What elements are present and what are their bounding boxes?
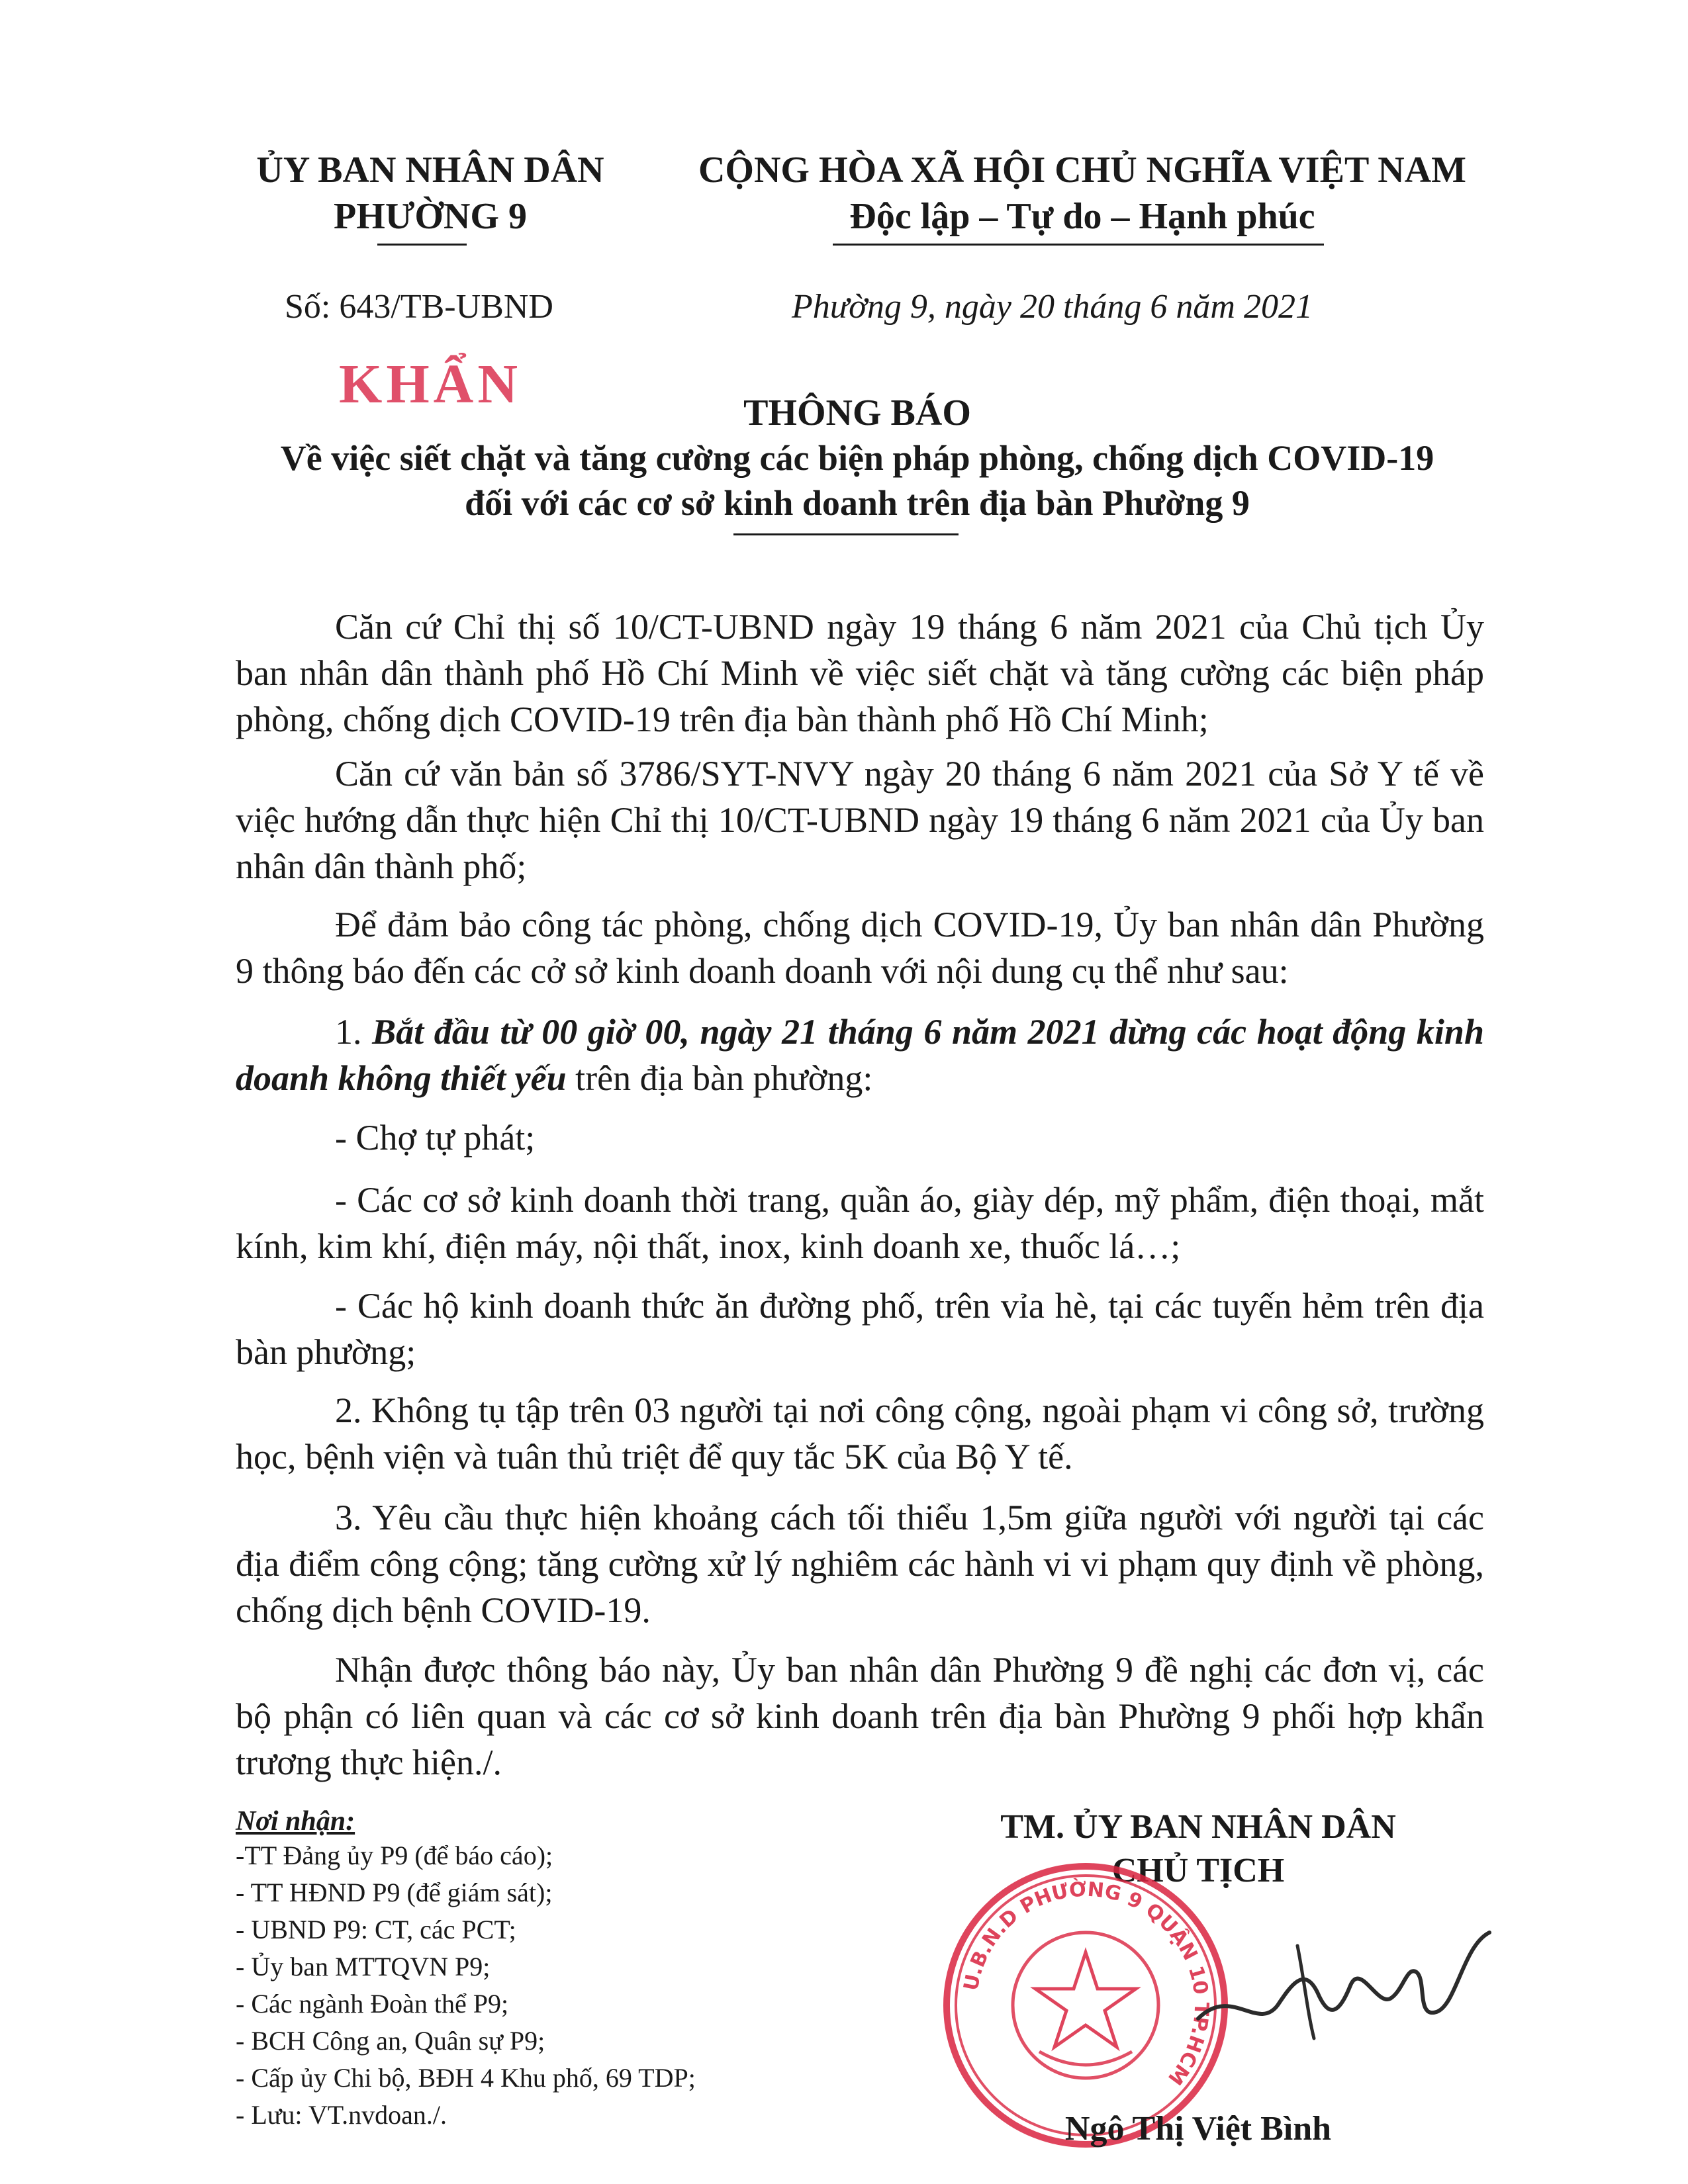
title-sub-2: đối với các cơ sở kinh doanh trên địa bàn Phường 9 bbox=[465, 483, 1250, 523]
item-1-number: 1. bbox=[335, 1012, 373, 1052]
recipient-item: - BCH Công an, Quân sự P9; bbox=[236, 2026, 545, 2056]
signature-line-1: TM. ỦY BAN NHÂN DÂN bbox=[1000, 1808, 1396, 1846]
nation-line-1: CỘNG HÒA XÃ HỘI CHỦ NGHĨA VIỆT NAM bbox=[698, 150, 1467, 191]
title-sub-1: Về việc siết chặt và tăng cường các biện pháp phòng, chống dịch COVID-19 bbox=[280, 438, 1434, 478]
agency-name bbox=[225, 147, 635, 240]
signer-name: Ngô Thị Việt Bình bbox=[1064, 2110, 1332, 2148]
bullet-2: - Các cơ sở kinh doanh thời trang, quần áo, giày dép, mỹ phẩm, điện thoại, mắt kính, kim khí, điện máy, nội thất, inox, kinh doanh xe, thuốc lá…; bbox=[236, 1180, 1484, 1266]
recipients-block bbox=[236, 1805, 831, 2134]
document-number: Số: 643/TB-UBND bbox=[285, 288, 553, 326]
title-main: THÔNG BÁO bbox=[743, 392, 971, 433]
closing-paragraph: Nhận được thông báo này, Ủy ban nhân dân Phường 9 đề nghị các đơn vị, các bộ phận có liên quan và các cơ sở kinh doanh trên địa bàn Phường 9 phối hợp khẩn trương thực hiện./. bbox=[236, 1650, 1484, 1782]
title-underline bbox=[733, 533, 959, 535]
bullet-1: - Chợ tự phát; bbox=[335, 1118, 536, 1158]
handwritten-signature bbox=[1178, 1906, 1523, 2078]
recipients-list bbox=[236, 1837, 831, 2134]
place-and-date: Phường 9, ngày 20 tháng 6 năm 2021 bbox=[792, 288, 1313, 326]
nation-motto bbox=[662, 147, 1503, 240]
urgent-stamp: KHẨN bbox=[339, 353, 522, 415]
recipient-item: - Các ngành Đoàn thể P9; bbox=[236, 1989, 509, 2019]
seal-star-icon bbox=[1035, 1952, 1136, 2047]
agency-line-2: PHƯỜNG 9 bbox=[334, 196, 527, 237]
recipients-title: Nơi nhận: bbox=[236, 1806, 355, 1837]
item-3: 3. Yêu cầu thực hiện khoảng cách tối thiểu 1,5m giữa người với người tại các địa điểm công cộng; tăng cường xử lý nghiêm các hành vi vi phạm quy định về phòng, chống dịch bệnh COVID-19. bbox=[236, 1498, 1484, 1630]
recipient-item: - TT HĐND P9 (để giám sát); bbox=[236, 1878, 553, 1907]
document-title bbox=[199, 390, 1516, 525]
item-1-emphasis: Bắt đầu từ 00 giờ 00, ngày 21 tháng 6 năm 2021 dừng các hoạt động kinh doanh không thiết yếu bbox=[236, 1012, 1484, 1098]
item-1-rest: trên địa bàn phường: bbox=[566, 1058, 873, 1098]
agency-underline bbox=[377, 244, 467, 246]
basis-paragraph-1: Căn cứ Chỉ thị số 10/CT-UBND ngày 19 tháng 6 năm 2021 của Chủ tịch Ủy ban nhân dân thành phố Hồ Chí Minh về việc siết chặt và tăng cường các biện pháp phòng, chống dịch COVID-19 trên địa bàn thành phố Hồ Chí Minh; bbox=[236, 607, 1484, 739]
seal-text: U.B.N.D PHƯỜNG 9 QUẬN 10 TP.HCM bbox=[959, 1878, 1213, 2089]
recipient-item: -TT Đảng ủy P9 (để báo cáo); bbox=[236, 1841, 553, 1870]
basis-paragraph-2: Căn cứ văn bản số 3786/SYT-NVY ngày 20 tháng 6 năm 2021 của Sở Y tế về việc hướng dẫn thực hiện Chỉ thị 10/CT-UBND ngày 19 tháng 6 năm 2021 của Ủy ban nhân dân thành phố; bbox=[236, 754, 1484, 886]
recipient-item: - Cấp ủy Chi bộ, BĐH 4 Khu phố, 69 TDP; bbox=[236, 2063, 696, 2093]
agency-line-1: ỦY BAN NHÂN DÂN bbox=[256, 150, 604, 191]
motto-underline bbox=[833, 244, 1324, 246]
item-2: 2. Không tụ tập trên 03 người tại nơi công cộng, ngoài phạm vi công sở, trường học, bệnh viện và tuân thủ triệt để quy tắc 5K của Bộ Y tế. bbox=[236, 1390, 1484, 1477]
recipient-item: - UBND P9: CT, các PCT; bbox=[236, 1915, 516, 1944]
signature-line-2: CHỦ TỊCH bbox=[1111, 1852, 1285, 1889]
recipient-item: - Ủy ban MTTQVN P9; bbox=[236, 1952, 491, 1981]
recipient-item: - Lưu: VT.nvdoan./. bbox=[236, 2100, 447, 2130]
item-1 bbox=[236, 1009, 1484, 1101]
purpose-paragraph: Để đảm bảo công tác phòng, chống dịch COVID-19, Ủy ban nhân dân Phường 9 thông báo đến các cở sở kinh doanh doanh với nội dung cụ thể như sau: bbox=[236, 905, 1484, 991]
bullet-3: - Các hộ kinh doanh thức ăn đường phố, trên vỉa hè, tại các tuyến hẻm trên địa bàn phường; bbox=[236, 1286, 1484, 1372]
nation-line-2: Độc lập – Tự do – Hạnh phúc bbox=[849, 196, 1315, 237]
